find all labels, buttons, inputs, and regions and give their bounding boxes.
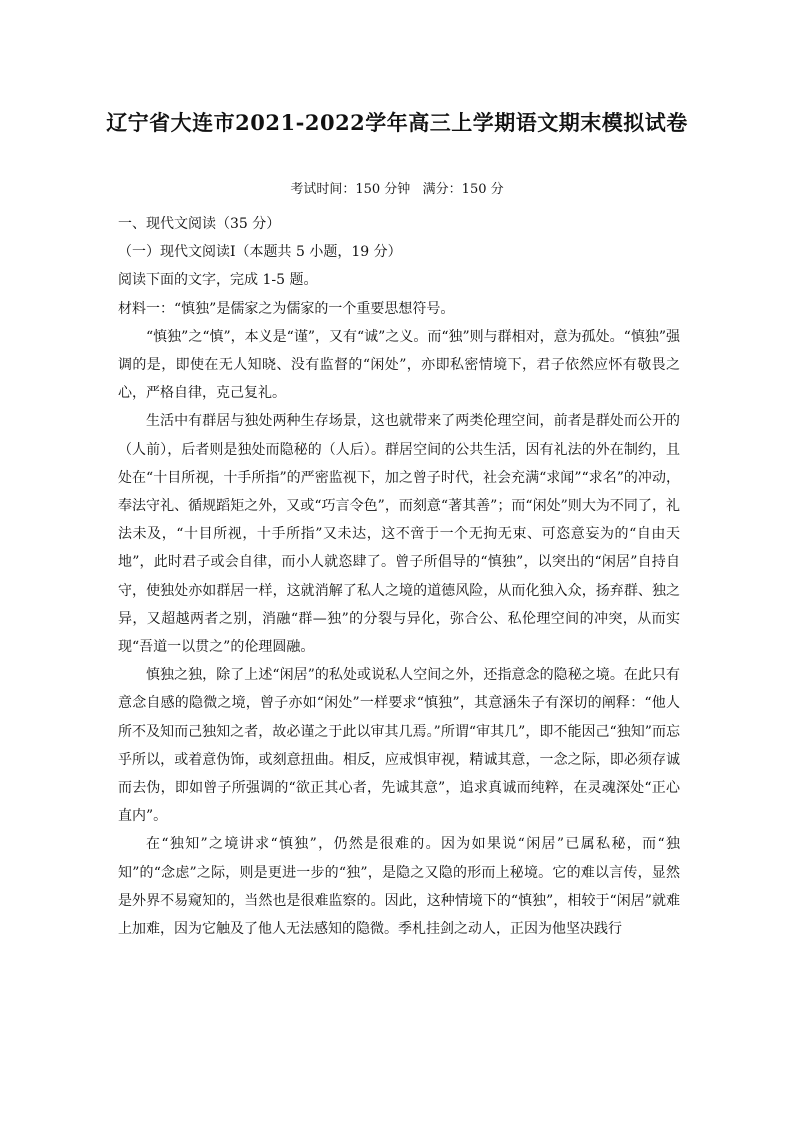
document-body: [118, 210, 680, 943]
document-title: 辽宁省大连市2021-2022学年高三上学期语文期末模拟试卷: [106, 110, 688, 135]
paragraph: 生活中有群居与独处两种生存场景，这也就带来了两类伦理空间，前者是群处而公开的（人前），后者则是独处而隐秘的（人后）。群居空间的公共生活，因有礼法的外在制约，且处在“十目所视，十手所指”的严密监视下，加之曾子时代，社会充满“求闻”“求名”的冲动，奉法守礼、循规蹈矩之外，又或“巧言令色”，而刻意“著其善”；而“闲处”则大为不同了，礼法未及，“十目所视，十手所指”又未达，这不啻于一个无拘无束、可恣意妄为的“自由天地”，此时君子或会自律，而小人就恣肆了。曾子所倡导的“慎独”，以突出的“闲居”自持自守，使独处亦如群居一样，这就消解了私人之境的道德风险，从而化独入众，扬弃群、独之异，又超越两者之别，消融“群—独”的分裂与异化，弥合公、私伦理空间的冲突，从而实现“吾道一以贯之”的伦理圆融。: [118, 413, 680, 655]
section-heading: 一、现代文阅读（35 分）: [118, 216, 281, 232]
paragraph: “慎独”之“慎”，本义是“谨”，又有“诚”之义。而“独”则与群相对，意为孤处。“慎独”强调的是，即使在无人知晓、没有监督的“闲处”，亦即私密情境下，君子依然应怀有敬畏之心，严格自律，克己复礼。: [118, 328, 680, 402]
paragraph: 慎独之独，除了上述“闲居”的私处或说私人空间之外，还指意念的隐秘之境。在此只有意念自感的隐微之境，曾子亦如“闲处”一样要求“慎独”，其意涵朱子有深切的阐释：“他人所不及知而己独知之者，故必谨之于此以审其几焉。”所谓“审其几”，即不能因己“独知”而忘乎所以，或着意伪饰，或刻意扭曲。相反，应戒惧审视，精诚其意，一念之际，即必须存诚而去伪，即如曾子所强调的“欲正其心者，先诚其意”，追求真诚而纯粹，在灵魂深处“正心直内”。: [118, 667, 680, 825]
reading-instruction: 阅读下面的文字，完成 1-5 题。: [118, 272, 318, 289]
subsection-heading: （一）现代文阅读Ⅰ（本题共 5 小题，19 分）: [118, 244, 402, 261]
material-intro: 材料一：“慎独”是儒家之为儒家的一个重要思想符号。: [118, 300, 455, 317]
paragraph: 在“独知”之境讲求“慎独”，仍然是很难的。因为如果说“闲居”已属私秘，而“独知”的“念虑”之际，则是更进一步的“独”，是隐之又隐的形而上秘境。它的难以言传，显然是外界不易窥知的，当然也是很难监察的。因此，这种情境下的“慎独”，相较于“闲居”就难上加难，因为它触及了他人无法感知的隐微。季札挂剑之动人，正因为他坚决践行: [118, 836, 680, 938]
article-text: [118, 323, 680, 943]
exam-info: 考试时间：150 分钟 满分：150 分: [290, 182, 504, 197]
